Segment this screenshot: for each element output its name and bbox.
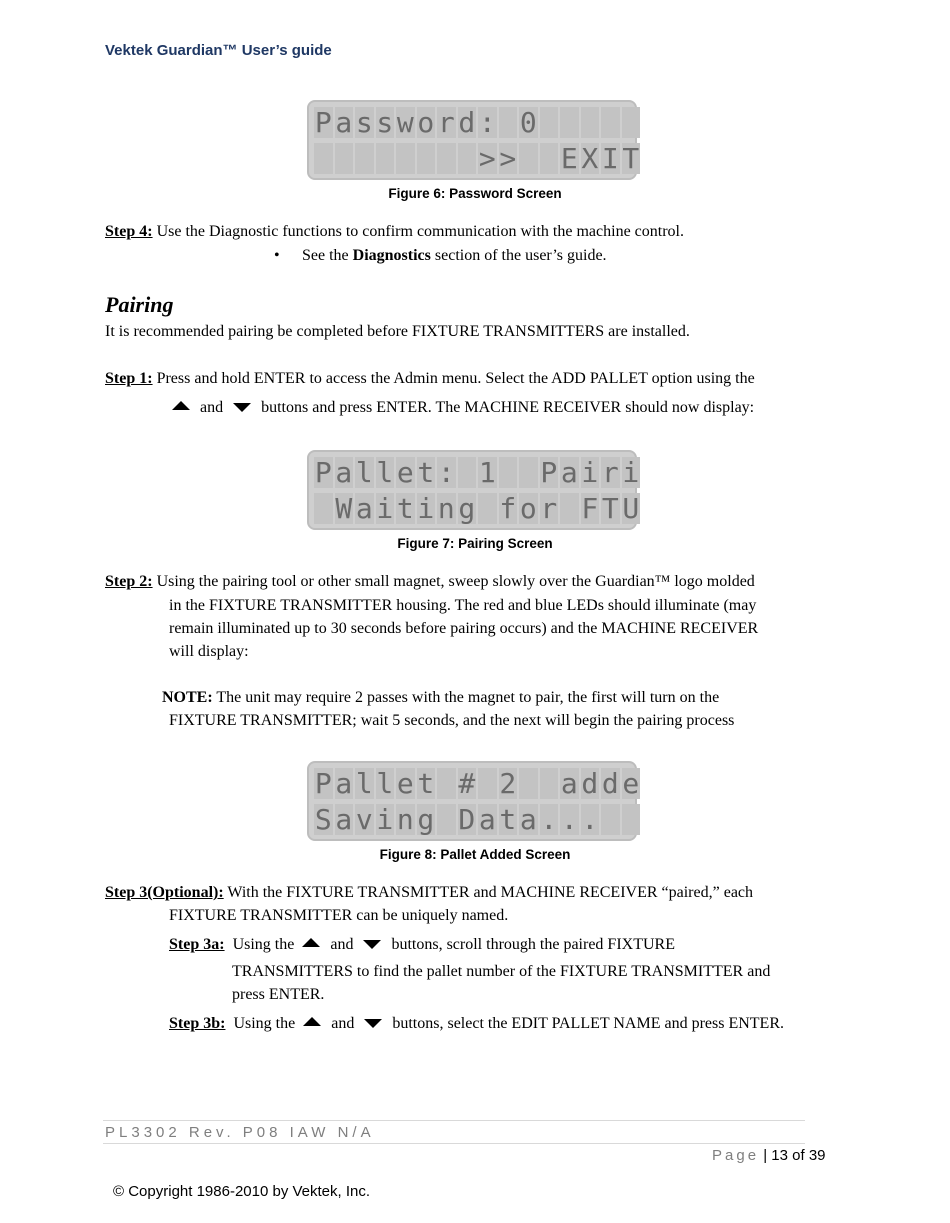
lcd-char-cell: n bbox=[396, 803, 414, 836]
lcd-char-cell bbox=[519, 143, 538, 174]
down-arrow-icon bbox=[233, 403, 251, 412]
lcd-char-cell: o bbox=[417, 106, 435, 139]
lcd-char-cell: a bbox=[560, 456, 578, 489]
lcd-char-cell: : bbox=[437, 456, 455, 489]
lcd-char-cell: i bbox=[376, 803, 394, 836]
lcd-char-cell: a bbox=[560, 767, 578, 800]
step-3a-line-1 bbox=[169, 936, 675, 954]
lcd-char-cell bbox=[478, 768, 497, 799]
lcd-char-cell: # bbox=[458, 767, 476, 800]
lcd-char-cell: s bbox=[376, 106, 394, 139]
footer-revision: PL3302 Rev. P08 IAW N/A bbox=[105, 1124, 375, 1141]
lcd-char-cell: U bbox=[622, 492, 640, 525]
step-3a-pre: Using the bbox=[228, 936, 295, 953]
lcd-char-cell: . bbox=[540, 803, 558, 836]
step-3-label: Step 3(Optional): bbox=[105, 884, 224, 901]
page-word: Page bbox=[712, 1147, 760, 1164]
and-text: and bbox=[200, 399, 224, 416]
down-arrow-icon bbox=[364, 1019, 382, 1028]
page-current: 13 bbox=[771, 1147, 788, 1164]
step-2-line-3: remain illuminated up to 30 seconds before pairing occurs) and the MACHINE RECEIVER bbox=[169, 620, 759, 637]
lcd-char-cell bbox=[581, 107, 600, 138]
lcd-char-cell bbox=[314, 493, 333, 524]
lcd-char-cell: l bbox=[376, 767, 394, 800]
step-1-text: Press and hold ENTER to access the Admin menu. Select the ADD PALLET option using the bbox=[152, 370, 755, 387]
lcd-char-cell bbox=[335, 143, 354, 174]
lcd-char-cell: P bbox=[314, 106, 332, 139]
lcd-char-cell: a bbox=[355, 492, 373, 525]
lcd-char-cell bbox=[601, 804, 620, 835]
lcd-char-cell: P bbox=[540, 456, 558, 489]
step-1-line-2-text: buttons and press ENTER. The MACHINE RECEIVER should now display: bbox=[261, 399, 755, 416]
lcd-char-cell: i bbox=[376, 492, 394, 525]
document-header: Vektek Guardian™ User’s guide bbox=[105, 42, 332, 59]
lcd-char-cell bbox=[458, 457, 477, 488]
lcd-char-cell: w bbox=[396, 106, 414, 139]
lcd-row-2 bbox=[314, 804, 640, 835]
lcd-char-cell bbox=[437, 143, 456, 174]
up-arrow-icon bbox=[302, 938, 320, 947]
lcd-pallet-added-screen bbox=[307, 761, 640, 841]
lcd-char-cell: D bbox=[458, 803, 476, 836]
lcd-row-2 bbox=[314, 493, 640, 524]
footer-divider-bottom bbox=[103, 1143, 805, 1144]
pairing-intro: It is recommended pairing be completed before FIXTURE TRANSMITTERS are installed. bbox=[105, 323, 690, 340]
up-arrow-icon bbox=[303, 1017, 321, 1026]
lcd-char-cell: 0 bbox=[519, 106, 537, 139]
lcd-char-cell: E bbox=[560, 142, 578, 175]
step-2-line-1 bbox=[105, 573, 755, 591]
diagnostics-bold: Diagnostics bbox=[352, 247, 431, 264]
lcd-char-cell: e bbox=[622, 767, 640, 800]
lcd-char-cell: i bbox=[622, 456, 640, 489]
note-line-2: FIXTURE TRANSMITTER; wait 5 seconds, and the next will begin the pairing process bbox=[169, 712, 735, 729]
figure-7-caption: Figure 7: Pairing Screen bbox=[397, 536, 553, 551]
lcd-char-cell bbox=[601, 107, 620, 138]
footer-divider-top bbox=[103, 1120, 805, 1121]
lcd-char-cell bbox=[396, 143, 415, 174]
lcd-char-cell bbox=[540, 768, 559, 799]
step-4-text: Use the Diagnostic functions to confirm communication with the machine control. bbox=[152, 223, 684, 240]
lcd-char-cell: i bbox=[417, 492, 435, 525]
lcd-char-cell: 2 bbox=[499, 767, 517, 800]
lcd-char-cell bbox=[622, 107, 641, 138]
lcd-char-cell: a bbox=[478, 803, 496, 836]
lcd-char-cell bbox=[437, 804, 456, 835]
lcd-char-cell bbox=[519, 457, 538, 488]
lcd-char-cell: l bbox=[376, 456, 394, 489]
step-2-label: Step 2: bbox=[105, 573, 153, 590]
bullet-text bbox=[302, 247, 607, 265]
down-arrow-icon bbox=[363, 940, 381, 949]
lcd-char-cell: s bbox=[355, 106, 373, 139]
lcd-char-cell: a bbox=[335, 803, 353, 836]
lcd-char-cell bbox=[437, 768, 456, 799]
section-heading-pairing: Pairing bbox=[105, 292, 174, 317]
lcd-char-cell: T bbox=[622, 142, 640, 175]
lcd-row-1 bbox=[314, 768, 640, 799]
page-number bbox=[712, 1147, 826, 1164]
step-3-line-1 bbox=[105, 884, 753, 902]
lcd-char-cell: o bbox=[519, 492, 537, 525]
step-3a-line-3: press ENTER. bbox=[232, 986, 325, 1003]
lcd-char-cell: d bbox=[458, 106, 476, 139]
lcd-char-cell: d bbox=[581, 767, 599, 800]
lcd-char-cell: > bbox=[478, 142, 496, 175]
lcd-row-1 bbox=[314, 107, 640, 138]
lcd-pairing-screen bbox=[307, 450, 640, 530]
lcd-char-cell bbox=[499, 107, 518, 138]
lcd-char-cell: l bbox=[355, 456, 373, 489]
bullet-item bbox=[274, 247, 280, 265]
lcd-char-cell bbox=[478, 493, 497, 524]
lcd-char-cell: n bbox=[437, 492, 455, 525]
lcd-char-cell: a bbox=[519, 803, 537, 836]
figure-6-caption: Figure 6: Password Screen bbox=[388, 186, 562, 201]
lcd-char-cell: v bbox=[355, 803, 373, 836]
lcd-char-cell: : bbox=[478, 106, 496, 139]
note-line-1 bbox=[162, 689, 719, 707]
lcd-char-cell: e bbox=[396, 456, 414, 489]
lcd-char-cell bbox=[499, 457, 518, 488]
lcd-char-cell: r bbox=[437, 106, 455, 139]
copyright: © Copyright 1986-2010 by Vektek, Inc. bbox=[113, 1183, 371, 1200]
note-text: The unit may require 2 passes with the magnet to pair, the first will turn on the bbox=[212, 689, 720, 706]
lcd-char-cell bbox=[355, 143, 374, 174]
lcd-char-cell: t bbox=[396, 492, 414, 525]
lcd-char-cell: r bbox=[601, 456, 619, 489]
lcd-char-cell: a bbox=[335, 767, 353, 800]
step-3a-post: buttons, scroll through the paired FIXTURE bbox=[391, 936, 675, 953]
lcd-char-cell bbox=[314, 143, 333, 174]
lcd-char-cell: e bbox=[396, 767, 414, 800]
step-3b-pre: Using the bbox=[229, 1015, 296, 1032]
bullet-pre: See the bbox=[302, 247, 353, 264]
step-3b-line-1 bbox=[169, 1015, 784, 1033]
step-4-label: Step 4: bbox=[105, 223, 153, 240]
step-2-text: Using the pairing tool or other small magnet, sweep slowly over the Guardian™ logo molded bbox=[152, 573, 755, 590]
lcd-char-cell: d bbox=[601, 767, 619, 800]
lcd-row-1 bbox=[314, 457, 640, 488]
bullet-icon: • bbox=[274, 247, 280, 264]
lcd-char-cell: g bbox=[458, 492, 476, 525]
lcd-char-cell: . bbox=[560, 803, 578, 836]
lcd-char-cell: F bbox=[581, 492, 599, 525]
step-3-line-2: FIXTURE TRANSMITTER can be uniquely named. bbox=[169, 907, 509, 924]
step-2-line-2: in the FIXTURE TRANSMITTER housing. The red and blue LEDs should illuminate (may bbox=[169, 597, 757, 614]
lcd-char-cell: a bbox=[335, 456, 353, 489]
lcd-char-cell: P bbox=[314, 767, 332, 800]
lcd-char-cell: g bbox=[417, 803, 435, 836]
lcd-char-cell: > bbox=[499, 142, 517, 175]
lcd-char-cell bbox=[622, 804, 641, 835]
lcd-char-cell: 1 bbox=[478, 456, 496, 489]
lcd-char-cell bbox=[458, 143, 477, 174]
lcd-char-cell bbox=[560, 493, 579, 524]
note-label: NOTE: bbox=[162, 689, 213, 706]
lcd-char-cell: W bbox=[335, 492, 353, 525]
step-3b-post: buttons, select the EDIT PALLET NAME and press ENTER. bbox=[392, 1015, 784, 1032]
lcd-char-cell bbox=[560, 107, 579, 138]
step-3a-line-2: TRANSMITTERS to find the pallet number of the FIXTURE TRANSMITTER and bbox=[232, 963, 771, 980]
lcd-char-cell: t bbox=[417, 456, 435, 489]
step-1-line-2 bbox=[172, 399, 754, 417]
lcd-char-cell: T bbox=[601, 492, 619, 525]
lcd-char-cell: i bbox=[581, 456, 599, 489]
lcd-char-cell: r bbox=[540, 492, 558, 525]
step-3b-label: Step 3b: bbox=[169, 1015, 226, 1032]
step-1-label: Step 1: bbox=[105, 370, 153, 387]
figure-8-caption: Figure 8: Pallet Added Screen bbox=[379, 847, 571, 862]
lcd-char-cell bbox=[376, 143, 395, 174]
step-2-line-4: will display: bbox=[169, 643, 249, 660]
lcd-char-cell: S bbox=[314, 803, 332, 836]
lcd-char-cell bbox=[417, 143, 436, 174]
page-total: of 39 bbox=[792, 1147, 826, 1164]
lcd-char-cell: t bbox=[499, 803, 517, 836]
step-3-text: With the FIXTURE TRANSMITTER and MACHINE RECEIVER “paired,” each bbox=[223, 884, 754, 901]
lcd-char-cell: f bbox=[499, 492, 517, 525]
step-3a-label: Step 3a: bbox=[169, 936, 225, 953]
lcd-char-cell bbox=[540, 143, 559, 174]
lcd-char-cell: a bbox=[335, 106, 353, 139]
lcd-char-cell: t bbox=[417, 767, 435, 800]
and-text: and bbox=[330, 936, 354, 953]
and-text: and bbox=[331, 1015, 355, 1032]
step-1-line-1 bbox=[105, 370, 755, 388]
lcd-char-cell: X bbox=[581, 142, 599, 175]
lcd-password-screen bbox=[307, 100, 640, 180]
lcd-char-cell bbox=[519, 768, 538, 799]
lcd-char-cell: l bbox=[355, 767, 373, 800]
lcd-char-cell: P bbox=[314, 456, 332, 489]
up-arrow-icon bbox=[172, 401, 190, 410]
lcd-row-2 bbox=[314, 143, 640, 174]
lcd-char-cell: I bbox=[601, 142, 619, 175]
lcd-char-cell: . bbox=[581, 803, 599, 836]
step-4 bbox=[105, 223, 684, 241]
bullet-post: section of the user’s guide. bbox=[430, 247, 607, 264]
lcd-char-cell bbox=[540, 107, 559, 138]
page-separator: | bbox=[763, 1147, 768, 1164]
